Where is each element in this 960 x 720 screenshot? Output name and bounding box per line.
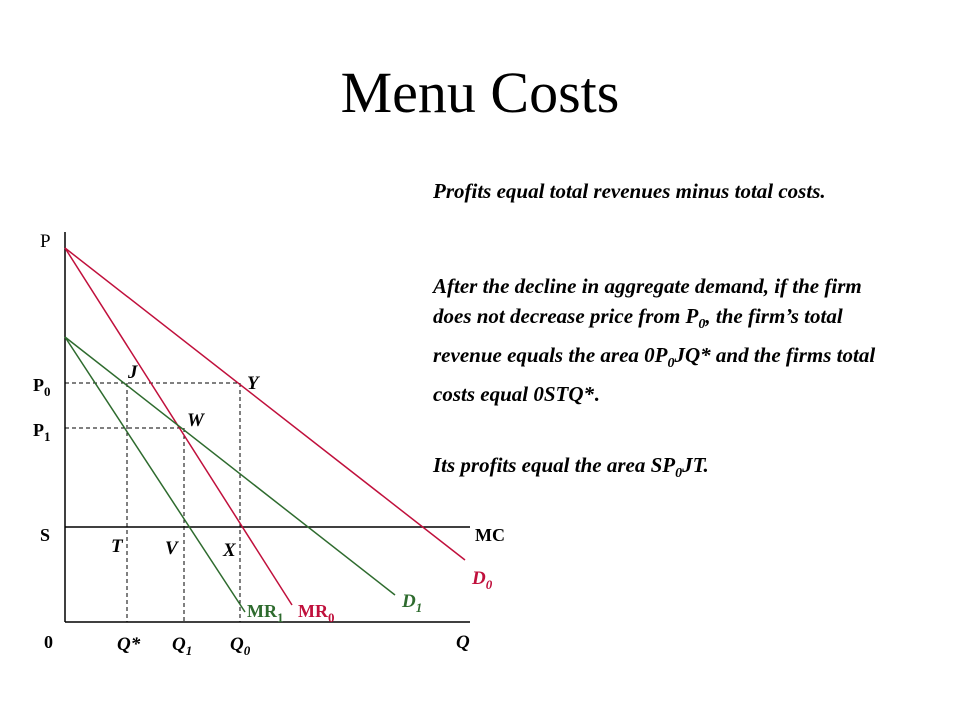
label-v: V	[165, 538, 178, 559]
para3-sub-a: 0	[675, 466, 683, 482]
d0-curve	[65, 248, 465, 560]
label-w: W	[187, 410, 204, 431]
label-s: S	[40, 525, 51, 545]
label-x: X	[223, 540, 236, 561]
axis-label-q: Q	[456, 632, 470, 653]
paragraph-aggregate-demand	[433, 271, 903, 409]
para2-text-d: .	[594, 382, 600, 407]
label-mc: MC	[475, 525, 505, 545]
label-mr0: $MR_0$	[298, 601, 335, 625]
label-t: T	[111, 536, 123, 557]
para1-text: Profits equal total revenues minus total costs.	[433, 179, 826, 203]
para3-text-b: JT.	[682, 453, 709, 477]
origin-label: 0	[44, 632, 53, 652]
mr1-curve	[65, 337, 245, 612]
para2-text-b: , the firm’s total revenue equals the area 0P	[433, 304, 843, 368]
label-d0: $D_0$	[472, 568, 493, 592]
paragraph-profit-area	[433, 450, 903, 489]
label-p0: $P_0$	[33, 375, 51, 399]
label-p1: $P_1$	[33, 420, 51, 444]
label-d1: $D_1$	[402, 591, 423, 615]
label-y: Y	[247, 373, 259, 394]
para2-text-c: JQ* and the firms total costs equal 0STQ*	[433, 343, 876, 407]
slide-title: Menu Costs	[340, 60, 620, 125]
para2-sub-a: 0	[698, 317, 706, 333]
label-j: J	[128, 362, 138, 383]
para2-text-a: After the decline in aggregate demand, if the firm does not decrease price from P	[433, 274, 862, 328]
label-qstar: Q*	[117, 634, 141, 655]
paragraph-profits-definition	[433, 176, 903, 206]
label-mr1: $MR_1$	[247, 601, 284, 625]
axis-label-p: P	[40, 231, 51, 252]
label-q0: $Q_0$	[230, 634, 251, 658]
para2-sub-b: 0	[667, 356, 675, 372]
para3-text-a: Its profits equal the area SP	[433, 453, 676, 477]
label-q1: $Q_1$	[172, 634, 193, 658]
